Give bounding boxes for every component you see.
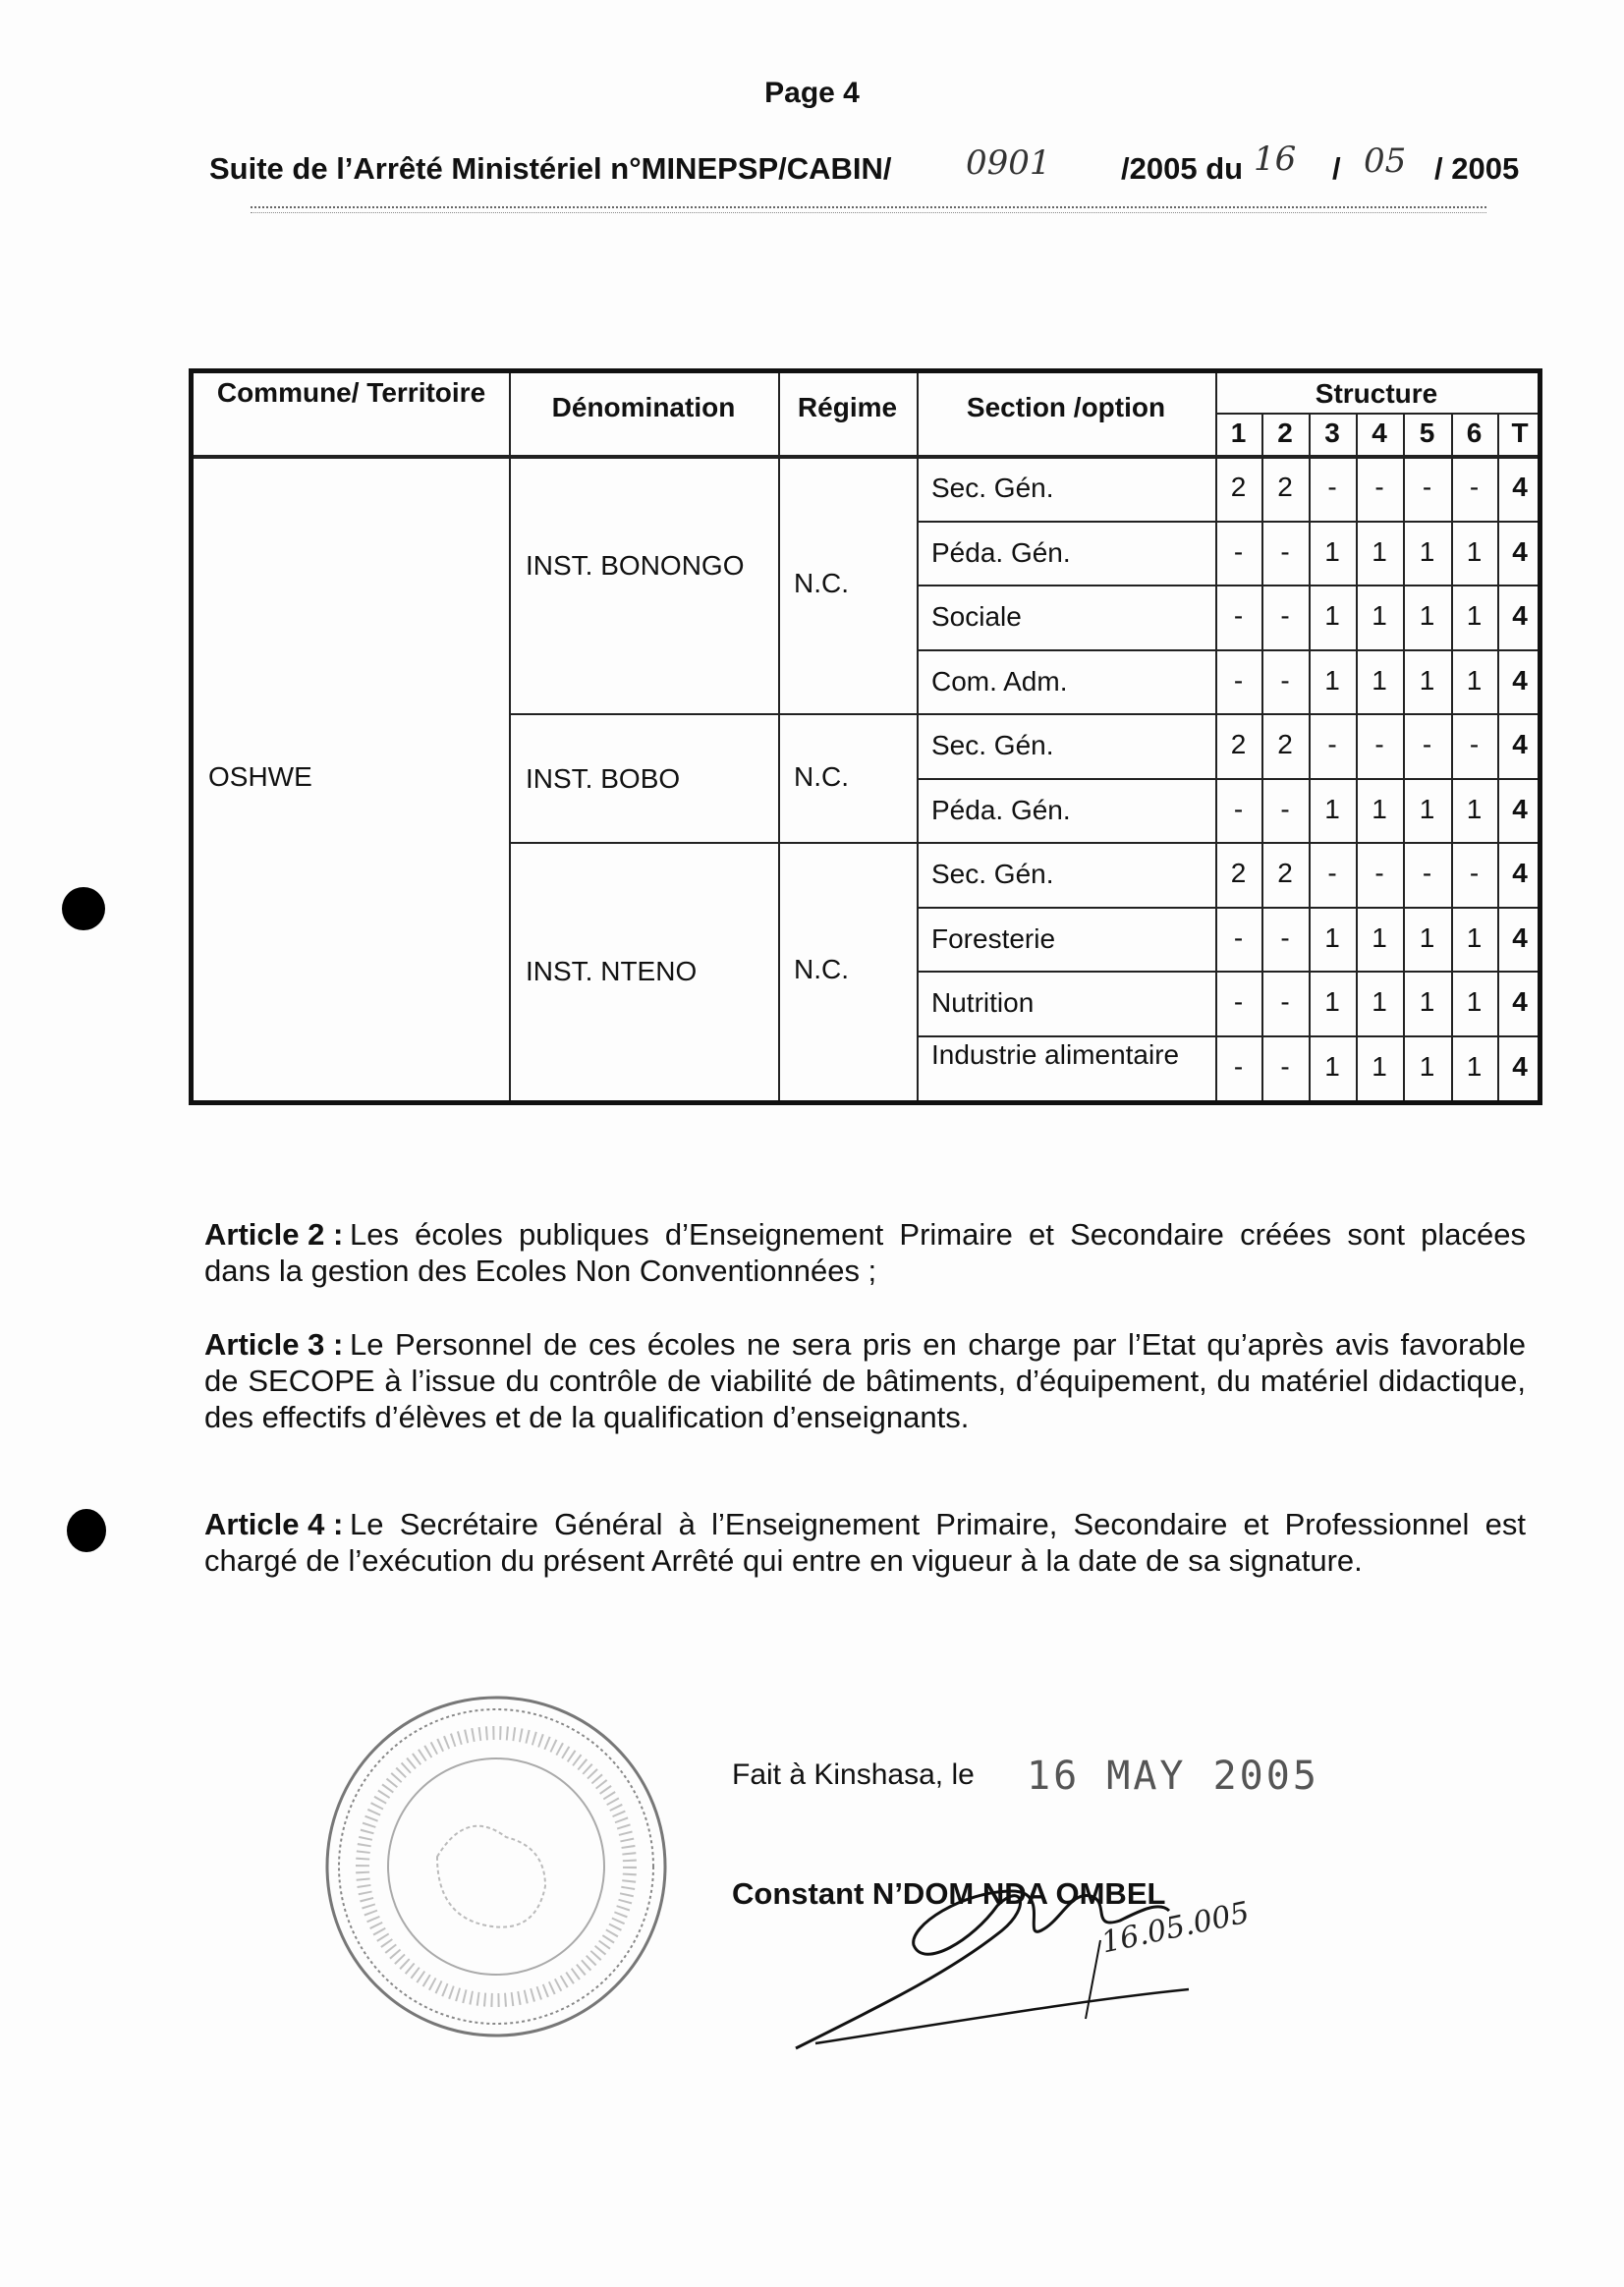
- header-section: Section /option: [966, 392, 1166, 422]
- punch-hole-mark: [67, 1509, 106, 1552]
- article-2-label: Article 2 :: [204, 1217, 344, 1252]
- official-seal: [319, 1690, 673, 2043]
- structure-value: -: [1327, 472, 1337, 502]
- structure-value: 1: [1324, 1050, 1340, 1082]
- structure-value: 1: [1419, 921, 1435, 953]
- structure-value: 1: [1419, 793, 1435, 824]
- section-option: Sec. Gén.: [931, 859, 1054, 889]
- commune-cell: OSHWE: [208, 760, 312, 792]
- school-name: INST. BONONGO: [526, 550, 745, 581]
- table-horizontal-rule: [917, 649, 1538, 651]
- structure-value: 1: [1466, 921, 1483, 953]
- structure-value: -: [1374, 472, 1384, 502]
- structure-value: -: [1233, 921, 1244, 953]
- table-horizontal-rule: [917, 521, 1538, 523]
- structure-value: -: [1374, 858, 1384, 888]
- header-structure-col: 2: [1277, 418, 1293, 448]
- structure-value: 1: [1419, 986, 1435, 1017]
- structure-value: -: [1280, 600, 1290, 631]
- place-and-date-label: Fait à Kinshasa, le: [732, 1758, 975, 1791]
- structure-value: -: [1280, 1050, 1290, 1082]
- structure-value: 1: [1324, 664, 1340, 696]
- structure-value: 4: [1512, 600, 1528, 631]
- header-structure-col: 6: [1466, 418, 1483, 448]
- school-regime: N.C.: [794, 954, 849, 984]
- article-3-label: Article 3 :: [204, 1327, 344, 1362]
- article-4: [204, 1506, 1526, 1579]
- header-structure-col: 1: [1230, 418, 1247, 448]
- structure-value: 4: [1512, 921, 1528, 953]
- section-option: Sec. Gén.: [931, 730, 1054, 760]
- section-option: Péda. Gén.: [931, 794, 1071, 825]
- structure-value: -: [1280, 535, 1290, 567]
- structure-value: 1: [1372, 793, 1387, 824]
- structure-value: 1: [1419, 600, 1435, 631]
- header-denomination: Dénomination: [551, 392, 736, 422]
- school-regime: N.C.: [794, 760, 849, 792]
- school-regime: N.C.: [794, 568, 849, 598]
- signer-name: Constant N’DOM NDA OMBEL: [732, 1876, 1166, 1911]
- header-rule: [251, 206, 1486, 213]
- structure-value: -: [1374, 729, 1384, 759]
- signature-date-handwritten: 16.05.005: [1098, 1895, 1253, 1961]
- header-structure-col: 4: [1372, 418, 1387, 448]
- structure-value: 2: [1277, 729, 1293, 759]
- section-option: Industrie alimentaire: [931, 1038, 1180, 1070]
- decree-reference-line: [209, 139, 1531, 187]
- structure-value: 4: [1512, 986, 1528, 1017]
- structure-value: -: [1233, 535, 1244, 567]
- article-4-text: Le Secrétaire Général à l’Enseignement Primaire, Secondaire et Professionnel est chargé de l’exécution du présent Arrêté qui entre en vigueur à la date de sa signature.: [204, 1507, 1526, 1578]
- structure-value: 1: [1466, 535, 1483, 567]
- structure-value: -: [1233, 664, 1244, 696]
- header-commune: Commune/ Territoire: [216, 377, 486, 408]
- section-option: Foresterie: [931, 922, 1056, 954]
- structure-value: 1: [1419, 535, 1435, 567]
- structure-value: 1: [1324, 921, 1340, 953]
- structure-value: -: [1280, 793, 1290, 824]
- structure-value: -: [1469, 472, 1480, 502]
- structure-value: -: [1422, 472, 1432, 502]
- structure-value: 1: [1466, 986, 1483, 1017]
- structure-value: 2: [1277, 858, 1293, 888]
- school-name: INST. BOBO: [526, 762, 681, 794]
- decree-month-handwritten: 05: [1364, 141, 1407, 181]
- section-option: Sec. Gén.: [931, 473, 1054, 503]
- article-3: [204, 1326, 1526, 1435]
- article-3-text: Le Personnel de ces écoles ne sera pris en charge par l’Etat qu’après avis favorable de SECOPE à l’issue du contrôle de viabilité de bâtiments, d’équipement, du matériel didactique, des effectifs d’élèves et de la qualification d’enseignants.: [204, 1327, 1526, 1434]
- decree-prefix: Suite de l’Arrêté Ministériel n°MINEPSP/CABIN/: [209, 151, 892, 186]
- article-2: [204, 1216, 1526, 1289]
- structure-value: -: [1327, 858, 1337, 888]
- structure-value: 1: [1466, 600, 1483, 631]
- structure-value: 2: [1277, 472, 1293, 502]
- table-horizontal-rule: [917, 778, 1538, 780]
- school-name: INST. NTENO: [526, 956, 698, 986]
- structure-value: 4: [1512, 729, 1528, 759]
- structure-value: 1: [1324, 535, 1340, 567]
- table-horizontal-rule: [917, 585, 1538, 586]
- structure-value: -: [1280, 664, 1290, 696]
- decree-separator-3: / 2005: [1434, 151, 1520, 186]
- page-number: Page 4: [764, 77, 860, 109]
- structure-value: -: [1280, 921, 1290, 953]
- structure-value: 1: [1372, 921, 1387, 953]
- structure-value: 1: [1324, 600, 1340, 631]
- structure-value: 4: [1512, 535, 1528, 567]
- structure-value: 1: [1466, 1050, 1483, 1082]
- structure-value: 1: [1324, 986, 1340, 1017]
- structure-value: 1: [1372, 664, 1387, 696]
- header-structure-col: 3: [1324, 418, 1340, 448]
- article-2-text: Les écoles publiques d’Enseignement Primaire et Secondaire créées sont placées dans la gestion des Ecoles Non Conventionnées ;: [204, 1217, 1526, 1288]
- structure-value: 2: [1230, 858, 1247, 888]
- structure-value: 4: [1512, 858, 1528, 888]
- date-stamp: 16 MAY 2005: [1027, 1754, 1319, 1799]
- structure-value: -: [1422, 858, 1432, 888]
- handwritten-signature: [776, 1852, 1267, 2068]
- structure-value: 1: [1372, 986, 1387, 1017]
- structure-value: -: [1233, 986, 1244, 1017]
- structure-value: -: [1233, 600, 1244, 631]
- structure-value: 1: [1419, 664, 1435, 696]
- header-structure-col: 5: [1419, 418, 1435, 448]
- structure-value: -: [1280, 986, 1290, 1017]
- structure-value: -: [1469, 858, 1480, 888]
- article-4-label: Article 4 :: [204, 1507, 344, 1541]
- table-horizontal-rule: [509, 713, 1538, 715]
- structure-value: 1: [1419, 1050, 1435, 1082]
- structure-value: 1: [1372, 535, 1387, 567]
- structure-value: -: [1233, 793, 1244, 824]
- decree-number-handwritten: 0901: [966, 143, 1051, 183]
- punch-hole-mark: [62, 887, 105, 930]
- table-horizontal-rule: [917, 1035, 1538, 1037]
- header-structure: Structure: [1315, 378, 1438, 409]
- structure-value: 4: [1512, 472, 1528, 502]
- structure-value: -: [1327, 729, 1337, 759]
- structure-value: 4: [1512, 793, 1528, 824]
- section-option: Com. Adm.: [931, 665, 1068, 697]
- decree-day-handwritten: 16: [1254, 139, 1297, 179]
- table-vertical-rule: [509, 373, 511, 1100]
- structure-value: 4: [1512, 664, 1528, 696]
- header-regime: Régime: [797, 392, 898, 422]
- structure-value: -: [1422, 729, 1432, 759]
- structure-value: 1: [1372, 1050, 1387, 1082]
- structure-value: 1: [1466, 793, 1483, 824]
- section-option: Péda. Gén.: [931, 536, 1071, 568]
- structure-value: -: [1469, 729, 1480, 759]
- header-structure-col: T: [1511, 418, 1529, 448]
- structure-value: 1: [1466, 664, 1483, 696]
- structure-value: 1: [1372, 600, 1387, 631]
- decree-year-separator: /2005 du: [1121, 151, 1244, 186]
- decree-separator-2: /: [1332, 151, 1341, 186]
- table-horizontal-rule: [509, 842, 1538, 844]
- structure-value: 2: [1230, 472, 1247, 502]
- table-vertical-rule: [917, 373, 919, 1100]
- table-horizontal-rule: [917, 907, 1538, 909]
- table-horizontal-rule: [1215, 413, 1538, 415]
- structure-value: 4: [1512, 1050, 1528, 1082]
- table-horizontal-rule: [194, 455, 1538, 459]
- table-horizontal-rule: [917, 971, 1538, 973]
- structure-value: 2: [1230, 729, 1247, 759]
- section-option: Sociale: [931, 601, 1022, 632]
- table-vertical-rule: [778, 373, 780, 1100]
- structure-value: 1: [1324, 793, 1340, 824]
- structure-value: -: [1233, 1050, 1244, 1082]
- section-option: Nutrition: [931, 987, 1035, 1018]
